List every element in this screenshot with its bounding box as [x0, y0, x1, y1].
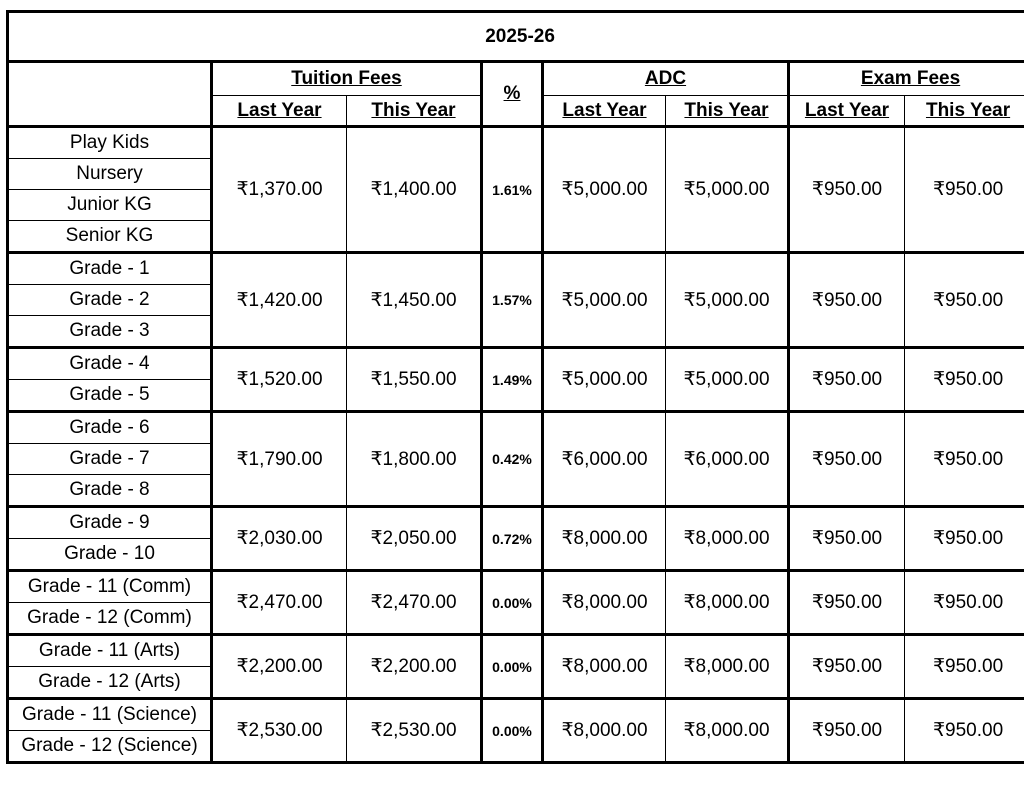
grade-label: Grade - 4 [8, 348, 212, 380]
exam-this-year-cell: ₹950.00 [905, 348, 1024, 412]
adc-last-year-cell: ₹5,000.00 [543, 348, 666, 412]
adc-this-year-cell: ₹5,000.00 [666, 127, 789, 253]
tuition-this-year-cell: ₹1,550.00 [347, 348, 482, 412]
tuition-last-year-cell: ₹1,790.00 [212, 412, 347, 507]
tuition-this-year-cell: ₹1,400.00 [347, 127, 482, 253]
percent-header: % [482, 62, 543, 127]
exam-this-year-cell: ₹950.00 [905, 412, 1024, 507]
grade-label: Grade - 1 [8, 253, 212, 285]
tuition-this-year-cell: ₹2,050.00 [347, 507, 482, 571]
tuition-last-year-cell: ₹1,520.00 [212, 348, 347, 412]
tuition-last-year-cell: ₹1,370.00 [212, 127, 347, 253]
grade-header-blank [8, 62, 212, 127]
adc-this-year-header: This Year [666, 96, 789, 127]
tuition-this-year-cell: ₹1,450.00 [347, 253, 482, 348]
adc-this-year-cell: ₹6,000.00 [666, 412, 789, 507]
adc-last-year-cell: ₹8,000.00 [543, 571, 666, 635]
tuition-last-year-cell: ₹2,470.00 [212, 571, 347, 635]
grade-label: Grade - 11 (Comm) [8, 571, 212, 603]
percent-cell: 1.49% [482, 348, 543, 412]
exam-this-year-cell: ₹950.00 [905, 253, 1024, 348]
grade-label: Junior KG [8, 190, 212, 221]
grade-label: Nursery [8, 159, 212, 190]
table-row [8, 412, 1024, 444]
adc-this-year-cell: ₹8,000.00 [666, 507, 789, 571]
tuition-this-year-cell: ₹2,470.00 [347, 571, 482, 635]
fee-table [6, 10, 1024, 764]
grade-label: Grade - 10 [8, 539, 212, 571]
percent-cell: 0.00% [482, 571, 543, 635]
adc-this-year-cell: ₹8,000.00 [666, 571, 789, 635]
adc-last-year-cell: ₹8,000.00 [543, 635, 666, 699]
grade-label: Grade - 11 (Arts) [8, 635, 212, 667]
adc-last-year-header: Last Year [543, 96, 666, 127]
table-row [8, 127, 1024, 159]
adc-last-year-cell: ₹8,000.00 [543, 507, 666, 571]
grade-label: Grade - 12 (Comm) [8, 603, 212, 635]
adc-this-year-cell: ₹5,000.00 [666, 348, 789, 412]
percent-cell: 0.42% [482, 412, 543, 507]
tuition-last-year-cell: ₹2,200.00 [212, 635, 347, 699]
grade-label: Grade - 2 [8, 285, 212, 316]
tuition-this-year-header: This Year [347, 96, 482, 127]
percent-cell: 0.00% [482, 635, 543, 699]
tuition-last-year-cell: ₹2,030.00 [212, 507, 347, 571]
adc-this-year-cell: ₹8,000.00 [666, 699, 789, 763]
tuition-fees-header: Tuition Fees [212, 62, 482, 96]
table-row [8, 635, 1024, 667]
page-title: 2025-26 [8, 12, 1024, 62]
adc-last-year-cell: ₹8,000.00 [543, 699, 666, 763]
percent-cell: 0.00% [482, 699, 543, 763]
exam-last-year-cell: ₹950.00 [789, 699, 905, 763]
adc-last-year-cell: ₹5,000.00 [543, 127, 666, 253]
exam-this-year-cell: ₹950.00 [905, 507, 1024, 571]
grade-label: Senior KG [8, 221, 212, 253]
exam-this-year-cell: ₹950.00 [905, 571, 1024, 635]
exam-last-year-cell: ₹950.00 [789, 507, 905, 571]
exam-this-year-cell: ₹950.00 [905, 635, 1024, 699]
table-row [8, 571, 1024, 603]
grade-label: Grade - 6 [8, 412, 212, 444]
grade-label: Grade - 3 [8, 316, 212, 348]
grade-label: Grade - 7 [8, 444, 212, 475]
grade-label: Grade - 12 (Science) [8, 731, 212, 763]
tuition-last-year-cell: ₹2,530.00 [212, 699, 347, 763]
grade-label: Grade - 12 (Arts) [8, 667, 212, 699]
exam-last-year-cell: ₹950.00 [789, 571, 905, 635]
percent-cell: 0.72% [482, 507, 543, 571]
fee-table-body [8, 127, 1024, 763]
tuition-this-year-cell: ₹1,800.00 [347, 412, 482, 507]
percent-cell: 1.61% [482, 127, 543, 253]
exam-fees-header: Exam Fees [789, 62, 1024, 96]
exam-this-year-cell: ₹950.00 [905, 699, 1024, 763]
percent-cell: 1.57% [482, 253, 543, 348]
exam-last-year-cell: ₹950.00 [789, 348, 905, 412]
adc-last-year-cell: ₹6,000.00 [543, 412, 666, 507]
table-row [8, 699, 1024, 731]
table-row [8, 348, 1024, 380]
exam-last-year-header: Last Year [789, 96, 905, 127]
exam-last-year-cell: ₹950.00 [789, 127, 905, 253]
adc-header: ADC [543, 62, 789, 96]
exam-this-year-cell: ₹950.00 [905, 127, 1024, 253]
exam-last-year-cell: ₹950.00 [789, 253, 905, 348]
table-row [8, 253, 1024, 285]
grade-label: Grade - 9 [8, 507, 212, 539]
exam-last-year-cell: ₹950.00 [789, 412, 905, 507]
exam-this-year-header: This Year [905, 96, 1024, 127]
tuition-this-year-cell: ₹2,200.00 [347, 635, 482, 699]
adc-last-year-cell: ₹5,000.00 [543, 253, 666, 348]
table-row [8, 507, 1024, 539]
adc-this-year-cell: ₹8,000.00 [666, 635, 789, 699]
exam-last-year-cell: ₹950.00 [789, 635, 905, 699]
tuition-this-year-cell: ₹2,530.00 [347, 699, 482, 763]
tuition-last-year-cell: ₹1,420.00 [212, 253, 347, 348]
grade-label: Play Kids [8, 127, 212, 159]
tuition-last-year-header: Last Year [212, 96, 347, 127]
grade-label: Grade - 8 [8, 475, 212, 507]
grade-label: Grade - 11 (Science) [8, 699, 212, 731]
grade-label: Grade - 5 [8, 380, 212, 412]
adc-this-year-cell: ₹5,000.00 [666, 253, 789, 348]
